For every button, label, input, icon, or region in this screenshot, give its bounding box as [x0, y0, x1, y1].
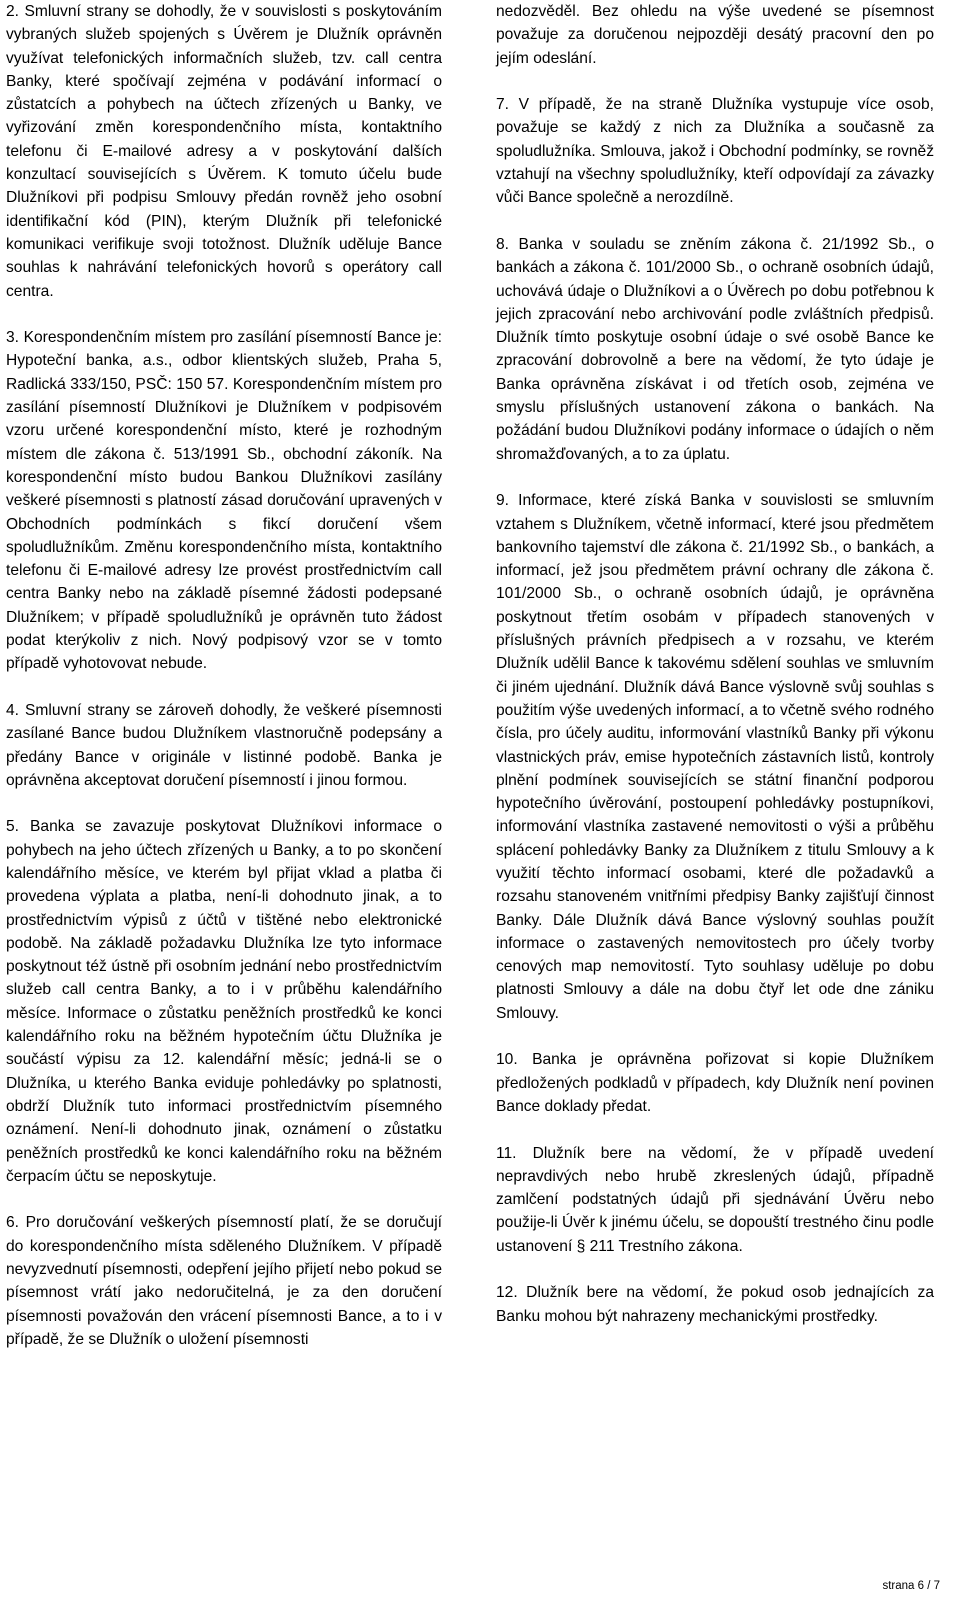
- paragraph-11: 11. Dlužník bere na vědomí, že v případě uvedení nepravdivých nebo hrubě zkreslených údajů, případně zamlčení podstatných údajů při sjednávání Úvěru nebo použije-li Úvěr k jinému účelu, se dopouští trestného činu podle ustanovení § 211 Trestního zákona.: [496, 1144, 934, 1255]
- paragraph-12: 12. Dlužník bere na vědomí, že pokud osob jednajících za Banku mohou být nahrazeny mechanickými prostředky.: [496, 1284, 934, 1325]
- page-number: strana 6 / 7: [882, 1580, 940, 1592]
- right-column: [496, 0, 934, 1328]
- paragraph-5: 5. Banka se zavazuje poskytovat Dlužníkovi informace o pohybech na jeho účtech zřízených u Banky, a to po skončení kalendářního měsíce, ve kterém byl přijat vklad a platba či provedena výplata a platba, není-li dohodnuto jinak, a to prostřednictvím výpisů z účtů v tištěné nebo elektronické podobě. Na základě požadavku Dlužníka lze tyto informace poskytnout též ústně při osobním jednání nebo prostřednictvím služeb call centra Banky, a to i v průběhu kalendářního měsíce. Informace o zůstatku peněžních prostředků ke konci kalendářního roku na běžném hypotečním účtu Dlužníka je součástí výpisu za 12. kalendářní měsíc; jedná-li se o Dlužníka, u kterého Banka eviduje pohledávky po splatnosti, obdrží Dlužník tuto informaci prostřednictvím písemného oznámení. Není-li dohodnuto jinak, oznámení o zůstatku peněžních prostředků ke konci kalendářního roku na běžném čerpacím účtu se neposkytuje.: [6, 818, 442, 1185]
- left-column: [6, 0, 442, 1351]
- paragraph-6: 6. Pro doručování veškerých písemností platí, že se doručují do korespondenčního místa sděleného Dlužníkem. V případě nevyzvednutí písemnosti, odepření jejího přijetí nebo pokud se písemnost vrátí jako nedoručitelná, je za den doručení písemnosti považován den vrácení písemnosti Bance, a to i v případě, že se Dlužník o uložení písemnosti: [6, 1214, 442, 1348]
- paragraph-4: 4. Smluvní strany se zároveň dohodly, že veškeré písemnosti zasílané Bance budou Dlužníkem vlastnoručně podepsány a předány Bance v originále v listinné podobě. Banka je oprávněna akceptovat doručení písemností i jinou formou.: [6, 701, 442, 789]
- paragraph-10: 10. Banka je oprávněna pořizovat si kopie Dlužníkem předložených podkladů v případech, kdy Dlužník není povinen Bance doklady předat.: [496, 1051, 934, 1115]
- paragraph-7: 7. V případě, že na straně Dlužníka vystupuje více osob, považuje se každý z nich za Dlužníka a současně za spoludlužníka. Smlouva, jakož i Obchodní podmínky, se rovněž vztahují na všechny spoludlužníky, kteří odpovídají za závazky vůči Bance společně a nerozdílně.: [496, 96, 934, 207]
- paragraph-8: 8. Banka v souladu se zněním zákona č. 21/1992 Sb., o bankách a zákona č. 101/2000 Sb., o ochraně osobních údajů, uchovává údaje o Dlužníkovi a o Úvěrech po dobu potřebnou k jejich zpracování nebo archivování podle zvláštních předpisů. Dlužník tímto poskytuje osobní údaje o své osobě Bance ke zpracování dobrovolně a bere na vědomí, že tyto údaje je Banka oprávněna získávat i od třetích osob, zejména ve smyslu příslušných ustanovení zákona o bankách. Na požádání budou Dlužníkovi podány informace o údajích o něm shromažďovaných, a to za úplatu.: [496, 235, 934, 463]
- paragraph-3: 3. Korespondenčním místem pro zasílání písemností Bance je: Hypoteční banka, a.s., odbor klientských služeb, Praha 5, Radlická 333/150, PSČ: 150 57. Korespondenčním místem pro zasílání písemností Dlužníkovi je Dlužníkem v podpisovém vzoru určené korespondenční místo, které je rozhodným místem dle zákona č. 513/1991 Sb., obchodní zákoník. Na korespondenční místo budou Bankou Dlužníkovi zasílány veškeré písemnosti s platností zásad doručování upravených v Obchodních podmínkách s fikcí doručení všem spoludlužníkům. Změnu korespondenčního místa, kontaktního telefonu či E-mailové adresy lze provést prostřednictvím call centra Banky nebo na základě písemné žádosti podepsané Dlužníkem; v případě spoludlužníků je oprávněn tuto žádost podat kterýkoliv z nich. Nový podpisový vzor se v tomto případě vyhotovovat nebude.: [6, 329, 442, 673]
- paragraph-9: 9. Informace, které získá Banka v souvislosti se smluvním vztahem s Dlužníkem, včetně informací, které jsou předmětem bankovního tajemství dle zákona č. 21/1992 Sb., o bankách, a informací, jež jsou předmětem právní ochrany dle zákona č. 101/2000 Sb., o ochraně osobních údajů, je oprávněna poskytnout třetím osobám v případech stanovených v příslušných právních předpisech a v rozsahu, ve kterém Dlužník udělil Bance k takovému sdělení souhlas ve smluvním či jiném ujednání. Dlužník dává Bance výslovně svůj souhlas s použitím výše uvedených informací, a to včetně svého rodného čísla, pro účely auditu, informování vlastníků Banky při výkonu vlastnických práv, emise hypotečních zástavních listů, kontroly plnění podmínek souvisejících se státní finanční podporou hypotečního úvěrování, postoupení pohledávky postupníkovi, informování vlastníka zastavené nemovitosti o výši a průběhu splácení pohledávky Banky za Dlužníkem z titulu Smlouvy a k využití těchto informací osobami, které dle požadavků a rozsahu stanoveném vnitřními předpisy Banky zajišťují činnost Banky. Dále Dlužník dává Bance výslovný souhlas použít informace o zastavených nemovitostech pro účely tvorby cenových map nemovitostí. Tyto souhlasy uděluje po dobu platnosti Smlouvy a dále na dobu čtyř let ode dne zániku Smlouvy.: [496, 492, 934, 1022]
- paragraph-2: 2. Smluvní strany se dohodly, že v souvislosti s poskytováním vybraných služeb spojených s Úvěrem je Dlužník oprávněn využívat telefonických informačních služeb, tzv. call centra Banky, které spočívají zejména v podávání informací o zůstatcích a pohybech na účtech zřízených u Banky, ve vyřizování změn korespondenčního místa, kontaktního telefonu či E-mailové adresy a v poskytování dalších konzultací souvisejících s Úvěrem. K tomuto účelu bude Dlužníkovi při podpisu Smlouvy předán rovněž jeho osobní identifikační kód (PIN), kterým Dlužník při telefonické komunikaci verifikuje svoji totožnost. Dlužník uděluje Bance souhlas k nahrávání telefonických hovorů s operátory call centra.: [6, 3, 442, 300]
- paragraph-6-continued: nedozvěděl. Bez ohledu na výše uvedené se písemnost považuje za doručenou nejpozději desátý pracovní den po jejím odeslání.: [496, 3, 934, 67]
